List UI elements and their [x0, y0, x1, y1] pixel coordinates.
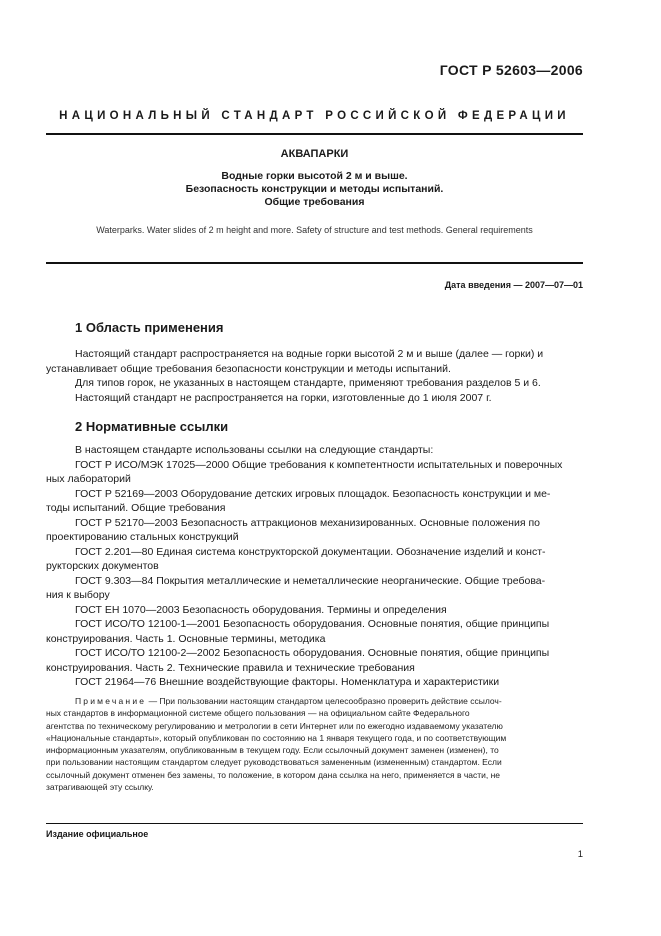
note-text: — При пользовании настоящим стандартом целесообразно проверить действие ссылоч-	[146, 696, 502, 706]
paragraph-line: устанавливает общие требования безопасности конструкции и методы испытаний.	[46, 362, 451, 375]
standard-subtitle	[46, 170, 583, 209]
paragraph-line: ГОСТ Р 52169—2003 Оборудование детских игровых площадок. Безопасность конструкции и ме-	[75, 487, 551, 500]
paragraph-line: ГОСТ 2.201—80 Единая система конструкторской документации. Обозначение изделий и конст-	[75, 545, 546, 558]
section-2-heading: 2 Нормативные ссылки	[75, 419, 229, 434]
note-line: при пользовании настоящим стандартом следует руководствоваться замененным (измененным) стандартом. Если	[46, 757, 502, 768]
edition-label: Издание официальное	[46, 829, 149, 839]
paragraph-line: конструирования. Часть 1. Основные термины, методика	[46, 632, 326, 645]
note-line: информационным указателям, опубликованным в текущем году. Если ссылочный документ заменен (изменен), то	[46, 745, 499, 756]
paragraph-line: ГОСТ ИСО/ТО 12100-1—2001 Безопасность оборудования. Основные понятия, общие принципы	[75, 618, 550, 630]
paragraph-line: ГОСТ Р 52170—2003 Безопасность аттракционов механизированных. Основные положения по	[75, 516, 540, 529]
section-1-body	[46, 347, 583, 405]
paragraph-line: В настоящем стандарте использованы ссылки на следующие стандарты:	[75, 444, 434, 456]
paragraph-line: ГОСТ Р ИСО/МЭК 17025—2000 Общие требования к компетентности испытательных и поверочных	[75, 458, 563, 471]
note-first-line	[46, 695, 583, 707]
paragraph-line: ных лабораторий	[46, 473, 131, 485]
paragraph-line: конструирования. Часть 2. Технические правила и технические требования	[46, 661, 415, 674]
page-number: 1	[577, 849, 583, 860]
paragraph-line: Для типов горок, не указанных в настоящем стандарте, применяют требования разделов 5 и 6.	[75, 377, 541, 389]
paragraph-line: ГОСТ 21964—76 Внешние воздействующие факторы. Номенклатура и характеристики	[75, 676, 500, 688]
note-line: ных стандартов в информационной системе общего пользования — на официальном сайте Федерального	[46, 708, 470, 719]
note-line: ссылочный документ отменен без замены, то положение, в котором дана ссылка на него, применяется в части, не	[46, 769, 501, 780]
subtitle-line: Общие требования	[264, 196, 365, 208]
paragraph-line: ГОСТ ЕН 1070—2003 Безопасность оборудования. Термины и определения	[75, 603, 447, 616]
introduction-date: Дата введения — 2007—07—01	[444, 280, 583, 290]
english-title: Waterparks. Water slides of 2 m height and more. Safety of structure and test methods. General requirements	[96, 225, 533, 235]
paragraph-line: рукторских документов	[46, 560, 159, 572]
paragraph-line: тоды испытаний. Общие требования	[46, 502, 226, 514]
footer-rule	[46, 823, 583, 824]
subtitle-line: Водные горки высотой 2 м и выше.	[221, 170, 408, 182]
paragraph-line: ния к выбору	[46, 589, 110, 601]
paragraph-line: ГОСТ ИСО/ТО 12100-2—2002 Безопасность оборудования. Основные понятия, общие принципы	[75, 647, 550, 659]
note-block	[46, 695, 583, 793]
note-line: затрагивающей эту ссылку.	[46, 782, 154, 793]
subtitle-line: Безопасность конструкции и методы испытаний.	[185, 183, 444, 195]
top-rule	[46, 133, 583, 135]
paragraph-line: ГОСТ 9.303—84 Покрытия металлические и неметаллические неорганические. Общие требова-	[75, 574, 546, 587]
paragraph-line: проектированию стальных конструкций	[46, 531, 239, 543]
standard-title: АКВАПАРКИ	[280, 148, 349, 160]
paragraph-line: Настоящий стандарт не распространяется на горки, изготовленные до 1 июля 2007 г.	[75, 391, 492, 404]
note-line: агентства по техническому регулированию и метрологии в сети Интернет или по ежегодно издаваемому указателю	[46, 720, 503, 731]
national-standard-title: НАЦИОНАЛЬНЫЙ СТАНДАРТ РОССИЙСКОЙ ФЕДЕРАЦИИ	[59, 110, 570, 122]
paragraph-line: Настоящий стандарт распространяется на водные горки высотой 2 м и выше (далее — горки) и	[75, 348, 544, 360]
note-line: «Национальные стандарты», который опубликован по состоянию на 1 января текущего года, и по соответствующим	[46, 732, 507, 743]
section-2-body	[46, 443, 583, 690]
section-1-heading: 1 Область применения	[75, 320, 224, 335]
note-label: Примечание	[75, 696, 147, 706]
document-code: ГОСТ Р 52603—2006	[439, 62, 583, 78]
title-rule	[46, 262, 583, 264]
